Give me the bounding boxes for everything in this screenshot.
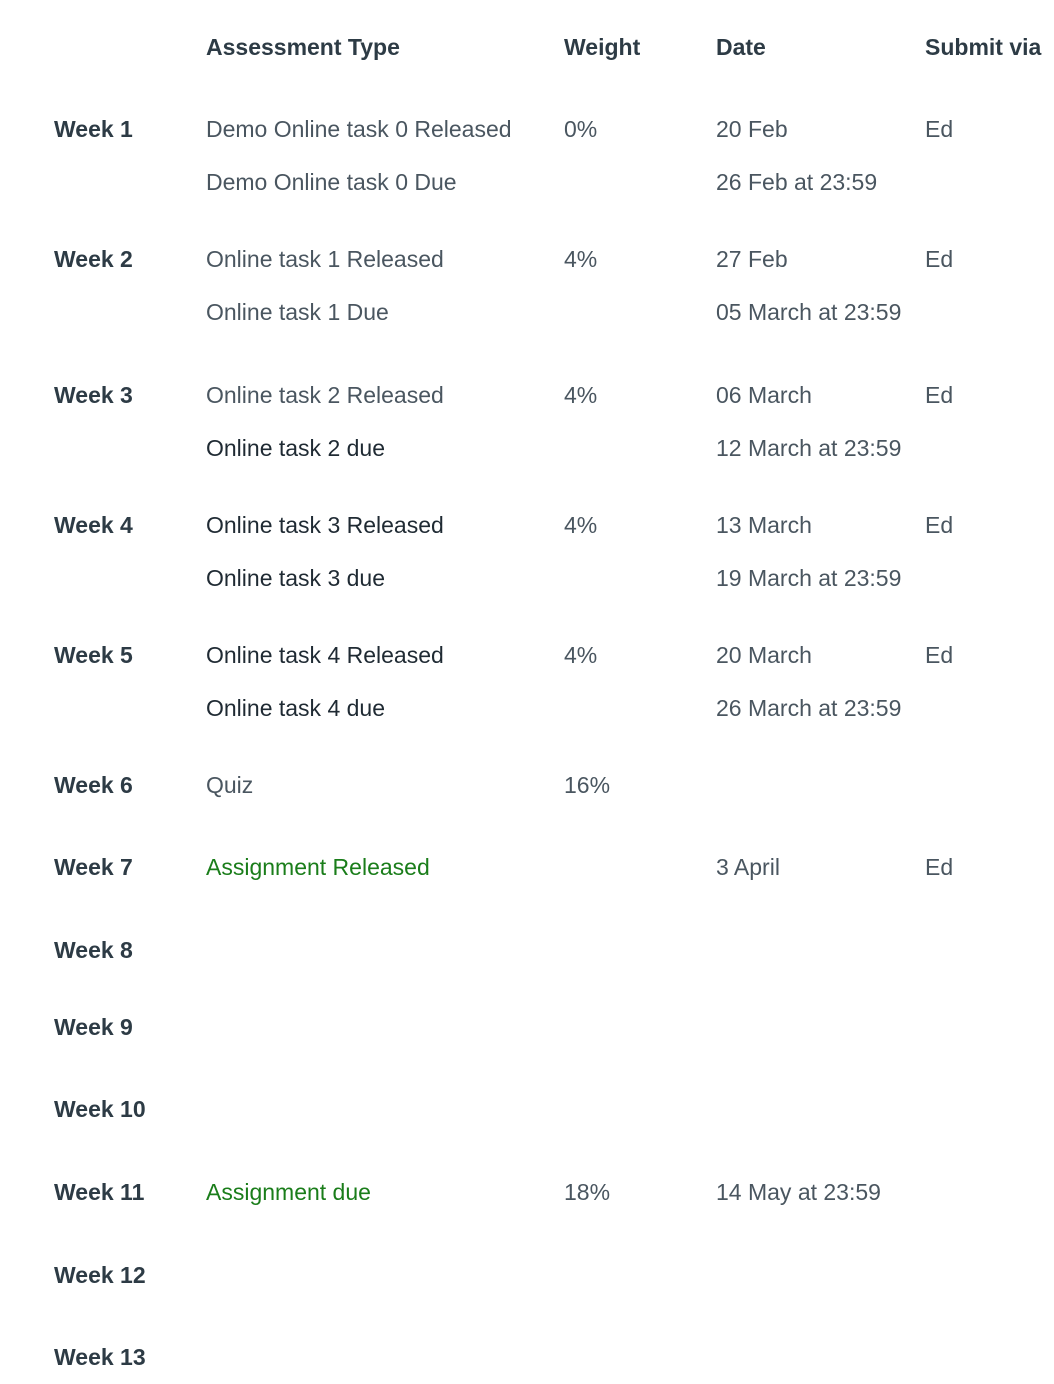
week-label: Week 4: [54, 512, 133, 538]
header-weight: Weight: [564, 34, 641, 60]
date-value: 14 May at 23:59: [716, 1179, 881, 1205]
date-value: 12 March at 23:59: [716, 435, 902, 461]
week-label: Week 13: [54, 1344, 146, 1370]
date-value: 13 March: [716, 512, 812, 538]
date-value: 06 March: [716, 382, 812, 408]
weight-value: 4%: [564, 246, 598, 272]
week-label: Week 9: [54, 1014, 133, 1040]
header-submit-via: Submit via: [925, 34, 1042, 60]
week-label: Week 2: [54, 246, 133, 272]
assessment-type: Online task 4 due: [206, 695, 386, 721]
assessment-type: Online task 2 Released: [206, 382, 444, 408]
assessment-type: Online task 2 due: [206, 435, 386, 461]
submit-via-value: Ed: [925, 642, 954, 668]
submit-via-value: Ed: [925, 116, 954, 142]
date-value: 20 Feb: [716, 116, 788, 142]
week-label: Week 3: [54, 382, 133, 408]
assessment-type: Demo Online task 0 Due: [206, 169, 457, 195]
header-date: Date: [716, 34, 766, 60]
assessment-type: Online task 1 Due: [206, 299, 389, 325]
weight-value: 0%: [564, 116, 598, 142]
assessment-type: Assignment Released: [206, 854, 430, 880]
submit-via-value: Ed: [925, 382, 954, 408]
assessment-type: Online task 4 Released: [206, 642, 444, 668]
assessment-type: Online task 3 Released: [206, 512, 444, 538]
date-value: 20 March: [716, 642, 812, 668]
submit-via-value: Ed: [925, 246, 954, 272]
week-label: Week 1: [54, 116, 133, 142]
assessment-type: Online task 1 Released: [206, 246, 444, 272]
week-label: Week 7: [54, 854, 133, 880]
weight-value: 4%: [564, 512, 598, 538]
weight-value: 16%: [564, 772, 611, 798]
header-assessment-type: Assessment Type: [206, 34, 400, 60]
date-value: 27 Feb: [716, 246, 788, 272]
week-label: Week 6: [54, 772, 133, 798]
date-value: 26 Feb at 23:59: [716, 169, 878, 195]
date-value: 19 March at 23:59: [716, 565, 902, 591]
week-label: Week 12: [54, 1262, 146, 1288]
assessment-type: Assignment due: [206, 1179, 371, 1205]
date-value: 3 April: [716, 854, 780, 880]
assessment-type: Demo Online task 0 Released: [206, 116, 512, 142]
assessment-type: Online task 3 due: [206, 565, 386, 591]
submit-via-value: Ed: [925, 512, 954, 538]
week-label: Week 10: [54, 1096, 146, 1122]
weight-value: 18%: [564, 1179, 611, 1205]
date-value: 05 March at 23:59: [716, 299, 902, 325]
week-label: Week 11: [54, 1179, 145, 1205]
date-value: 26 March at 23:59: [716, 695, 902, 721]
week-label: Week 8: [54, 937, 133, 963]
submit-via-value: Ed: [925, 854, 954, 880]
assessment-type: Quiz: [206, 772, 254, 798]
weight-value: 4%: [564, 642, 598, 668]
week-label: Week 5: [54, 642, 133, 668]
weight-value: 4%: [564, 382, 598, 408]
